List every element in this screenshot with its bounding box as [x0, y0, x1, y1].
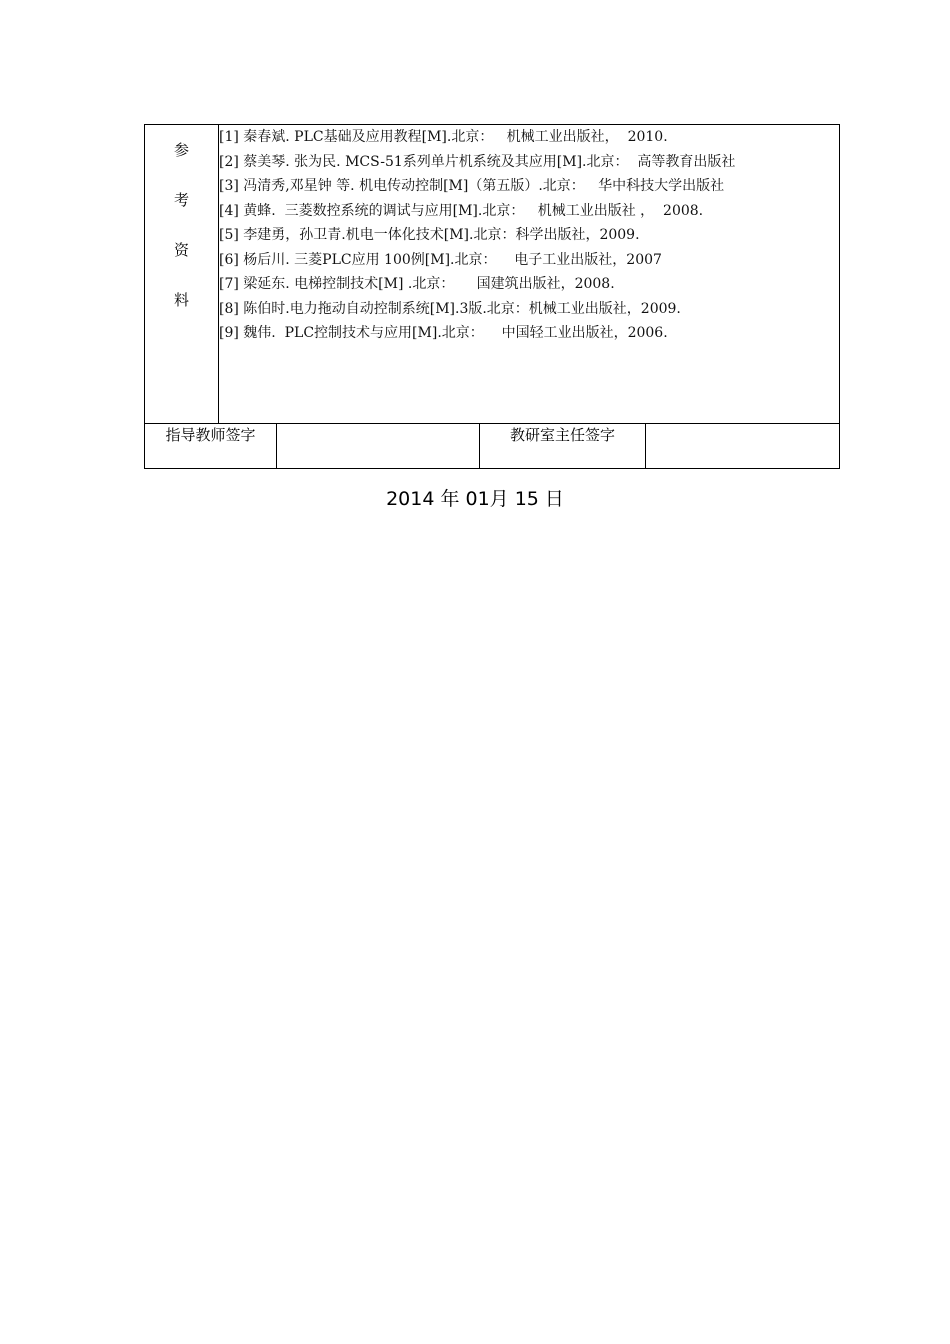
director-signature-label: 教研室主任签字 — [480, 424, 646, 469]
director-signature-field[interactable] — [646, 424, 840, 469]
reference-item: [8] 陈伯时.电力拖动自动控制系统[M].3版.北京：机械工业出版社，2009. — [219, 300, 681, 317]
reference-item: [2] 蔡美琴. 张为民. MCS-51系列单片机系统及其应用[M].北京： 高等教育出版社 — [219, 153, 736, 170]
reference-item: [6] 杨后川. 三菱PLC应用 100例[M].北京： 电子工业出版社，2007 — [219, 251, 662, 268]
reference-item: [4] 黄蜂. 三菱数控系统的调试与应用[M].北京： 机械工业出版社 ， 2008. — [219, 202, 704, 219]
signature-row — [145, 424, 840, 469]
references-label-char: 参 — [173, 141, 189, 159]
advisor-signature-label: 指导教师签字 — [145, 424, 277, 469]
references-row — [145, 125, 840, 424]
references-label-char: 资 — [173, 241, 189, 259]
references-label — [145, 125, 219, 424]
reference-item: [9] 魏伟. PLC控制技术与应用[M].北京： 中国轻工业出版社，2006. — [219, 325, 668, 341]
reference-form-table — [144, 124, 840, 469]
references-label-char: 考 — [173, 191, 189, 209]
reference-item: [5] 李建勇，孙卫青.机电一体化技术[M].北京：科学出版社，2009. — [219, 227, 640, 243]
references-list — [219, 125, 840, 424]
reference-item: [7] 梁延东. 电梯控制技术[M] .北京： 国建筑出版社，2008. — [219, 276, 615, 292]
reference-item: [1] 秦春斌. PLC基础及应用教程[M].北京： 机械工业出版社， 2010. — [219, 129, 668, 145]
reference-item: [3] 冯清秀,邓星钟 等. 机电传动控制[M]（第五版）.北京： 华中科技大学出版社 — [219, 178, 725, 194]
document-date: 2014 年 01月 15 日 — [386, 488, 564, 510]
references-label-char: 料 — [173, 291, 189, 309]
advisor-signature-field[interactable] — [277, 424, 480, 469]
